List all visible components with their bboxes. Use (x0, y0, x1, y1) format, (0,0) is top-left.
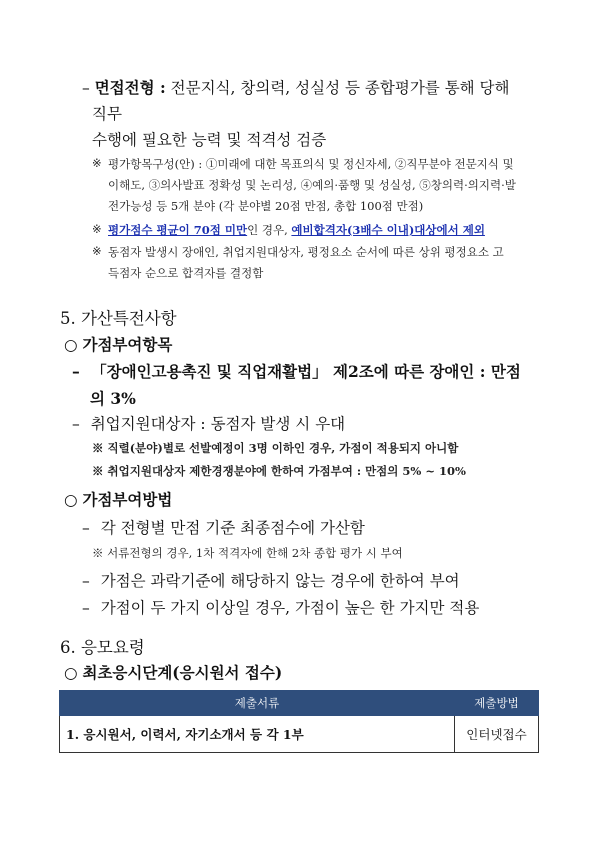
method-item-1-note-text: 서류전형의 경우, 1차 적격자에 한해 2차 종합 평가 시 부여 (107, 546, 403, 560)
section-5-title: 5. 가산특전사항 (60, 309, 177, 328)
score-cutoff-result: 예비합격자(3배수 이내)대상에서 제외 (291, 223, 485, 237)
score-cutoff-middle: 인 경우, (247, 223, 292, 237)
dash-marker: – (72, 362, 80, 381)
interview-line-1 (82, 76, 510, 98)
documents-cell: 1. 응시원서, 이력서, 자기소개서 등 각 1부 (60, 716, 455, 753)
dash-marker: – (82, 599, 90, 617)
method-item-2-text: 가점은 과락기준에 해당하지 않는 경우에 한하여 부여 (100, 572, 460, 590)
employment-support-text: 취업지원대상자 : 동점자 발생 시 우대 (90, 415, 346, 433)
quota-note (92, 440, 458, 456)
dash-marker: – (82, 572, 90, 590)
first-stage-heading (64, 661, 282, 683)
circle-bullet-icon: ○ (64, 336, 78, 354)
method-item-2 (82, 569, 460, 591)
disability-item-text: 「장애인고용촉진 및 직업재활법」 제2조에 따른 장애인 : 만점 (91, 362, 521, 381)
employment-support-item (72, 412, 345, 434)
tie-rule-line-1: 동점자 발생시 장애인, 취업지원대상자, 평정요소 순서에 따른 상위 평정요소 고 (108, 245, 504, 259)
method-item-3 (82, 596, 479, 618)
dash-marker: – (82, 79, 90, 97)
bonus-method-heading (64, 488, 172, 510)
method-item-1-text: 각 전형별 만점 기준 최종점수에 가산함 (100, 519, 365, 537)
score-cutoff-note (108, 222, 485, 238)
note-mark: ※ (92, 156, 102, 170)
bonus-items-title: 가점부여항목 (82, 335, 173, 354)
bonus-range-note-text: 취업지원대상자 제한경쟁분야에 한하여 가점부여 : 만점의 5% ~ 10% (107, 464, 466, 478)
note-mark: ※ (92, 464, 104, 478)
table-header-row (60, 691, 539, 716)
header-documents: 제출서류 (60, 691, 455, 716)
application-table (59, 690, 539, 753)
note-mark: ※ (92, 441, 104, 455)
method-cell: 인터넷접수 (455, 716, 539, 753)
method-item-1-note (92, 545, 403, 561)
note-mark: ※ (92, 244, 102, 258)
interview-line-3: 수행에 필요한 능력 및 적격성 검증 (92, 131, 327, 149)
first-stage-title: 최초응시단계(응시원서 접수) (82, 663, 283, 682)
bonus-range-note (92, 463, 466, 479)
tie-rule-line-2: 득점자 순으로 합격자를 결정함 (108, 266, 264, 280)
section-6-title: 6. 응모요령 (60, 638, 145, 657)
note-mark: ※ (92, 546, 104, 560)
dash-marker: – (82, 519, 90, 537)
interview-line-2: 직무 (92, 105, 122, 123)
score-cutoff-highlight: 평가점수 평균이 70점 미만 (108, 223, 248, 237)
quota-note-text: 직렬(분야)별로 선발예정이 3명 이하인 경우, 가점이 적용되지 아니함 (107, 441, 459, 455)
disability-item-line-1 (72, 360, 521, 382)
eval-items-line-1: 평가항목구성(안) : ①미래에 대한 목표의식 및 정신자세, ②직무분야 전문지식 및 (108, 157, 514, 171)
eval-items-line-3: 전가능성 등 5개 분야 (각 분야별 20점 만점, 총합 100점 만점) (108, 199, 424, 213)
method-item-1 (82, 516, 365, 538)
header-method: 제출방법 (455, 691, 539, 716)
bonus-method-title: 가점부여방법 (82, 490, 173, 509)
circle-bullet-icon: ○ (64, 491, 78, 509)
dash-marker: – (72, 415, 80, 433)
circle-bullet-icon: ○ (64, 664, 78, 682)
method-item-3-text: 가점이 두 가지 이상일 경우, 가점이 높은 한 가지만 적용 (100, 599, 480, 617)
disability-item-line-2: 의 3% (90, 389, 136, 408)
interview-text-1: 전문지식, 창의력, 성실성 등 종합평가를 통해 당해 (165, 79, 510, 97)
note-mark: ※ (92, 222, 102, 236)
table-row (60, 716, 539, 753)
eval-items-line-2: 이해도, ③의사발표 정확성 및 논리성, ④예의·품행 및 성실성, ⑤창의력·의지력·발 (108, 178, 516, 192)
bonus-items-heading (64, 333, 172, 355)
interview-label: 면접전형 : (94, 78, 166, 97)
